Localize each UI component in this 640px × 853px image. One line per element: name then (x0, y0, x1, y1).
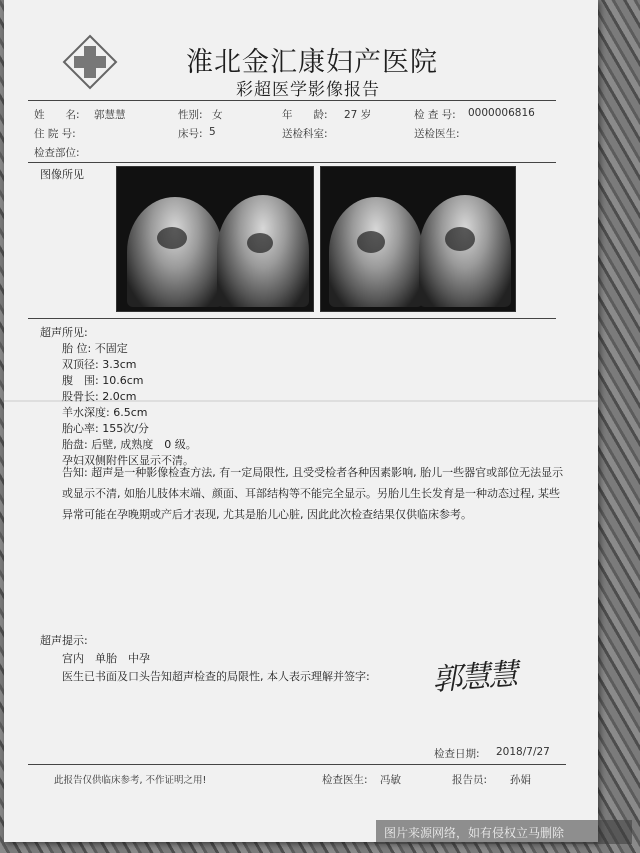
exam-no: 0000006816 (468, 107, 535, 119)
hospital-cross-logo-icon (62, 34, 118, 90)
exam-date-label: 检查日期: (434, 748, 480, 760)
patient-age: 27 岁 (344, 109, 372, 121)
finding-amniotic: 羊水深度: 6.5cm (62, 406, 148, 419)
patient-name: 郭慧慧 (94, 109, 126, 121)
finding-placenta: 胎盘: 后壁, 成熟度 0 级。 (62, 438, 197, 451)
bed-label: 床号: (178, 128, 203, 140)
divider (28, 100, 556, 101)
divider (28, 162, 556, 163)
dept-label: 送检科室: (282, 128, 328, 140)
notice-paragraph: 告知: 超声是一种影像检查方法, 有一定局限性, 且受受检者各种因素影响, 胎儿一些器官或部位无法显示或显示不清, 如胎儿肢体末端、颜面、耳部结构等不能完全显示。另胎儿生长发育是一种动态过程, 某些异常可能在孕晚期或产后才表现, 尤其是胎儿心脏, 因此此次检查结果仅供临床参考。 (62, 466, 564, 521)
patient-sex: 女 (212, 109, 223, 121)
doctor-label: 送检医生: (414, 128, 460, 140)
ultrasound-image-2 (320, 166, 516, 312)
reporter: 孙娟 (510, 774, 531, 786)
exam-doctor-label: 检查医生: (322, 774, 368, 786)
patient-signature: 郭慧慧 (431, 657, 518, 698)
ultrasound-image-1 (116, 166, 314, 312)
conclusion-result: 宫内 单胎 中孕 (62, 652, 150, 665)
watermark-text: 图片来源网络，如有侵权立马删除 (384, 826, 565, 840)
sex-label: 性别: (178, 109, 203, 121)
inpatient-label: 住 院 号: (34, 128, 76, 140)
finding-ac: 腹 围: 10.6cm (62, 374, 144, 387)
conclusion-heading: 超声提示: (40, 634, 88, 647)
exam-no-label: 检 查 号: (414, 109, 456, 121)
bed-number: 5 (209, 126, 216, 138)
divider (28, 318, 556, 319)
images-label: 图像所见 (40, 168, 84, 181)
finding-fl: 股骨长: 2.0cm (62, 390, 137, 403)
consent-text: 医生已书面及口头告知超声检查的局限性, 本人表示理解并签字: (62, 670, 370, 683)
divider (28, 764, 566, 765)
finding-bpd: 双顶径: 3.3cm (62, 358, 137, 371)
report-title: 彩超医学影像报告 (236, 80, 380, 100)
exam-doctor: 冯敏 (380, 774, 401, 786)
reporter-label: 报告员: (452, 774, 488, 786)
findings-heading: 超声所见: (40, 326, 88, 339)
report-paper (4, 0, 598, 842)
exam-date: 2018/7/27 (496, 746, 550, 758)
name-label: 姓 名: (34, 109, 80, 121)
finding-fetal-position: 胎 位: 不固定 (62, 342, 128, 355)
age-label: 年 龄: (282, 109, 328, 121)
disclaimer: 此报告仅供临床参考, 不作证明之用! (54, 775, 207, 786)
hospital-name: 淮北金汇康妇产医院 (186, 47, 438, 78)
exam-part-label: 检查部位: (34, 147, 80, 159)
finding-fhr: 胎心率: 155次/分 (62, 422, 149, 435)
finding-note: 孕妇双侧附件区显示不清。 (62, 454, 194, 467)
